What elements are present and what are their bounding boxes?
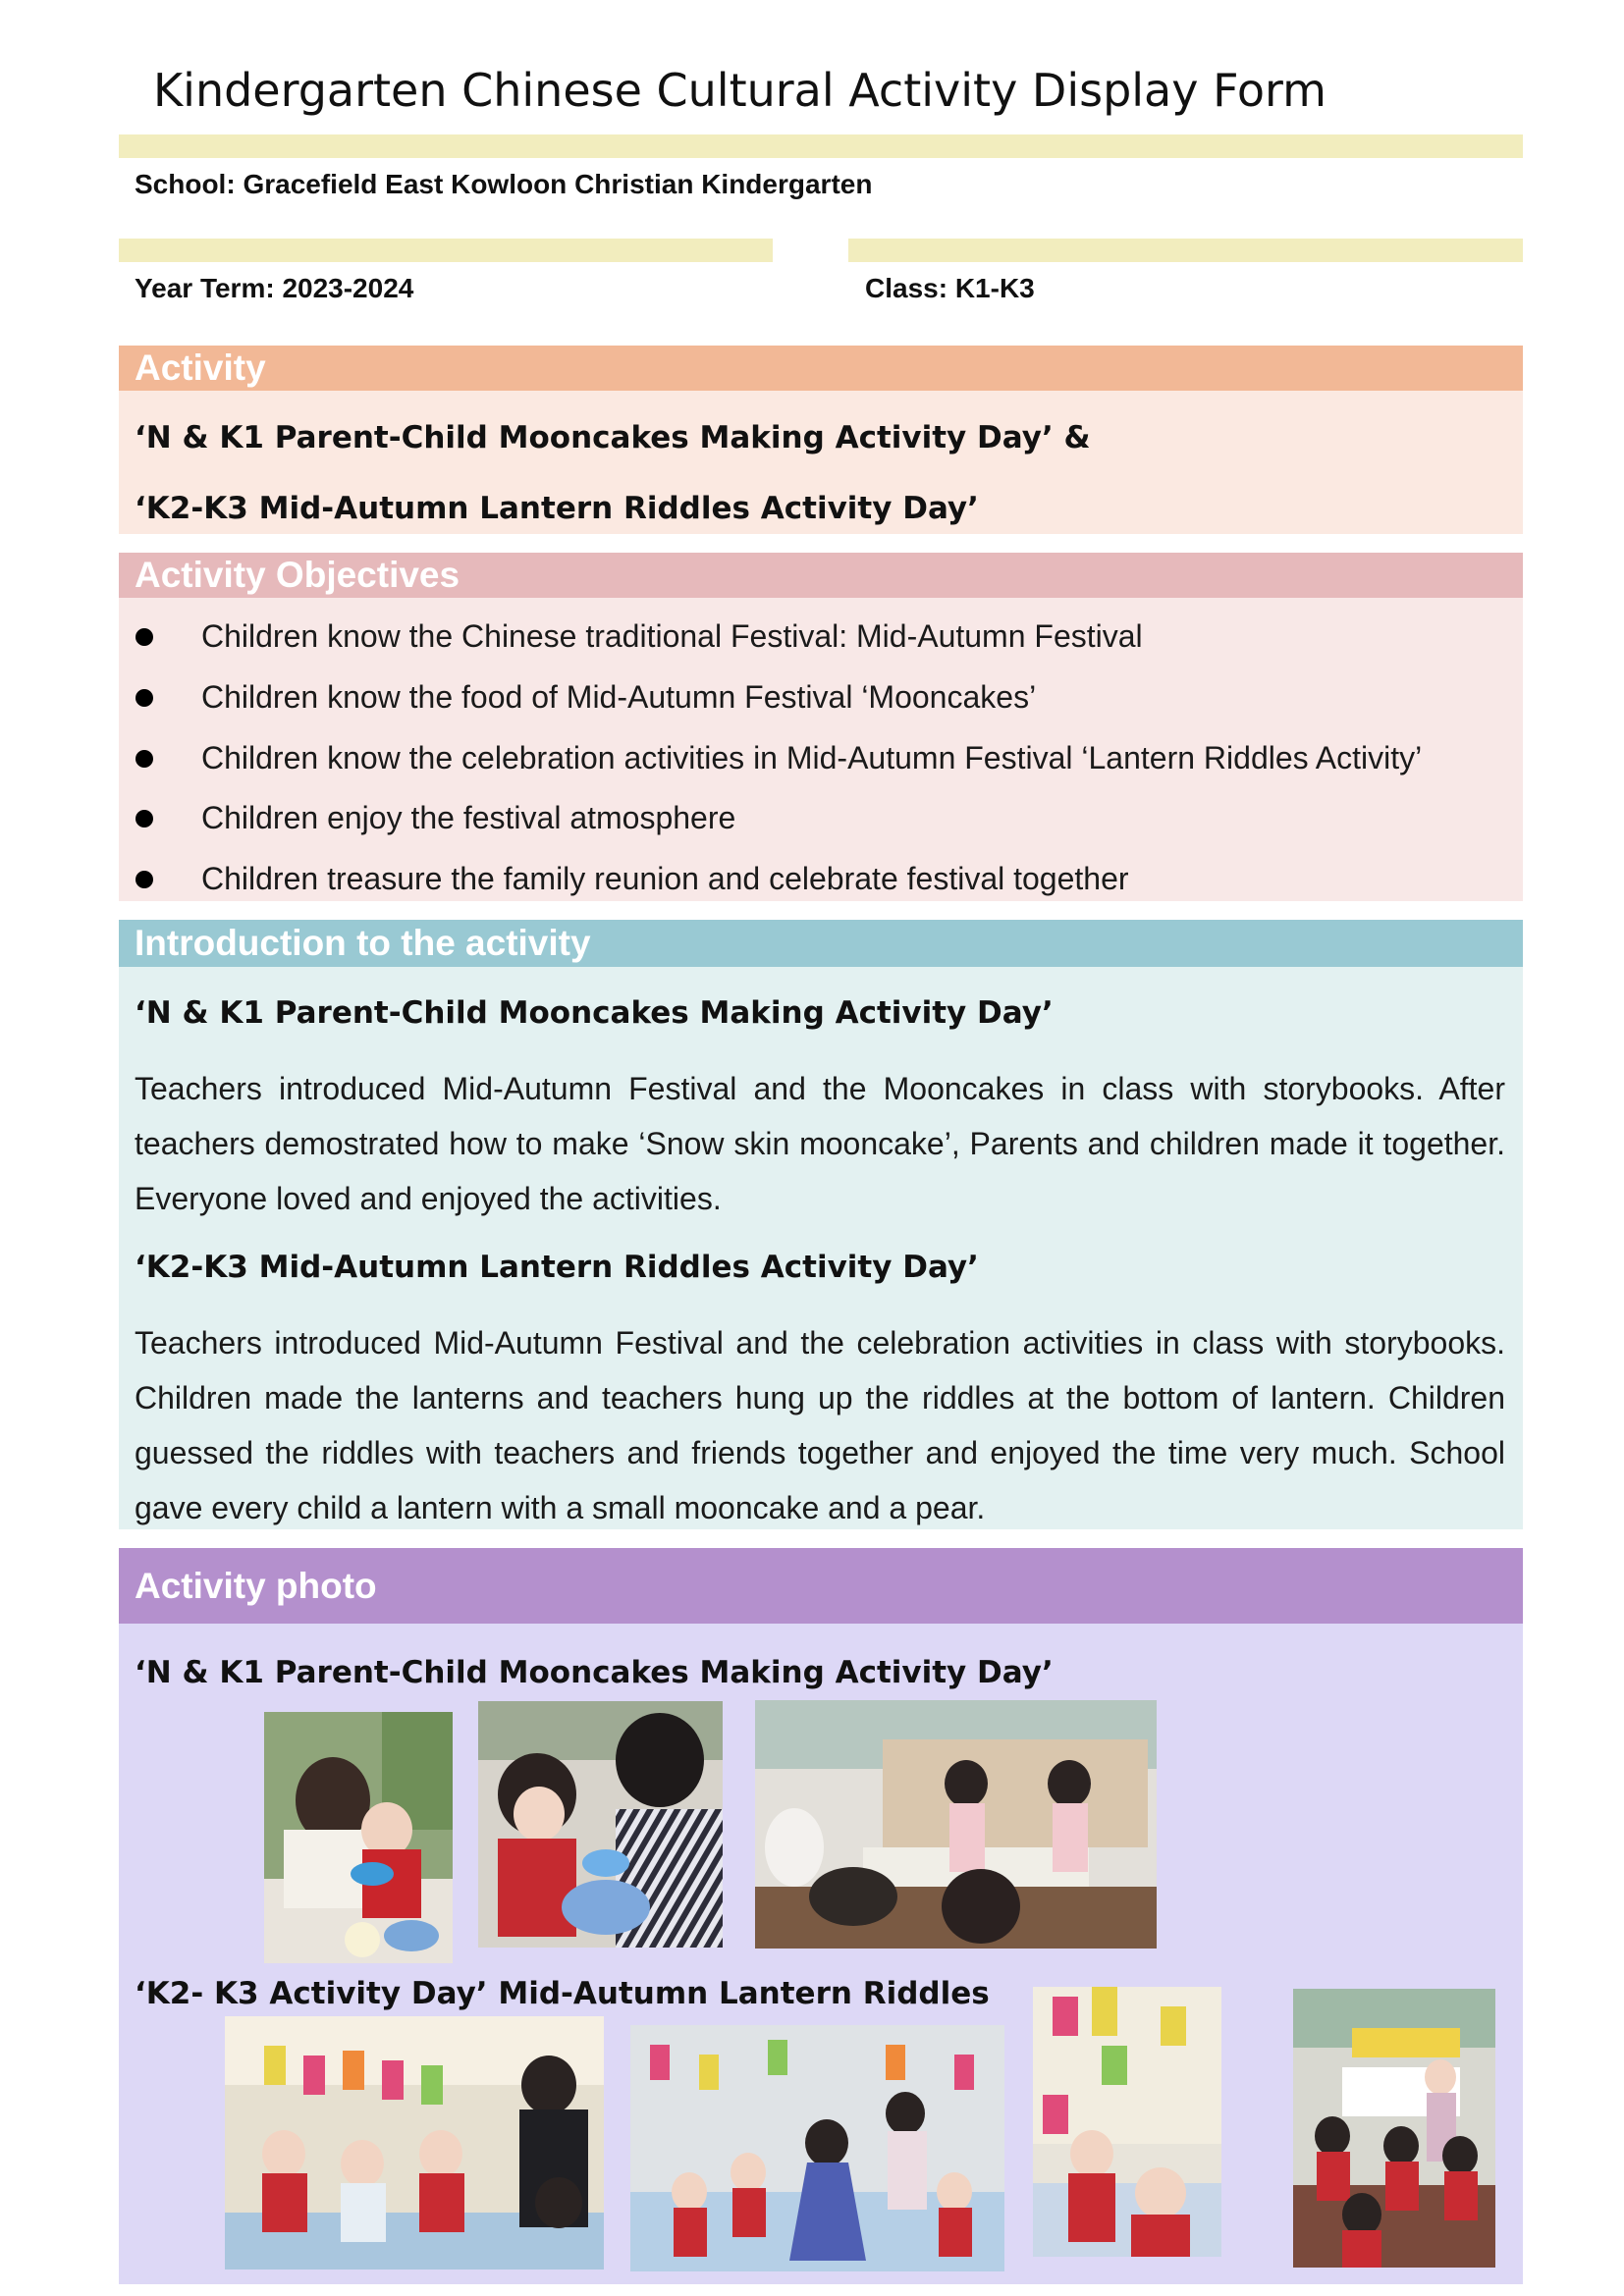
activity-header: Activity xyxy=(119,346,1523,391)
intro-part1-title: ‘N & K1 Parent-Child Mooncakes Making Activity Day’ xyxy=(135,995,1054,1031)
objective-text: Children know the Chinese traditional Festival: Mid-Autumn Festival xyxy=(201,618,1143,654)
intro-part2-text: Teachers introduced Mid-Autumn Festival and the celebration activities in class with storybooks. Children made the lanterns and teachers hung up the riddles at the bottom of lantern. Children guessed the riddles with teachers and friends together and enjoyed the time very much. School gave every child a lantern with a small mooncake and a pear. xyxy=(135,1325,1505,1525)
objective-item xyxy=(135,618,1143,655)
bullet-icon xyxy=(135,871,153,888)
bullet-icon xyxy=(135,628,153,646)
objective-text: Children know the celebration activities in Mid-Autumn Festival ‘Lantern Riddles Activity’ xyxy=(201,740,1423,775)
class-field-bar xyxy=(848,239,1523,262)
lantern-photo-2 xyxy=(630,2025,1004,2271)
school-field-bar xyxy=(119,134,1523,158)
objective-item xyxy=(135,679,1036,716)
lantern-photo-1 xyxy=(225,2016,604,2269)
activity-line-2: ‘K2-K3 Mid-Autumn Lantern Riddles Activity Day’ xyxy=(135,491,979,526)
objective-item xyxy=(135,861,1129,897)
objective-text: Children treasure the family reunion and celebrate festival together xyxy=(201,861,1129,896)
photo-header: Activity photo xyxy=(119,1548,1523,1624)
bullet-icon xyxy=(135,810,153,828)
class-level: Class: K1-K3 xyxy=(865,273,1035,303)
lantern-photo-3 xyxy=(1033,1987,1221,2257)
objective-text: Children enjoy the festival atmosphere xyxy=(201,800,736,835)
intro-part1-text: Teachers introduced Mid-Autumn Festival and the Mooncakes in class with storybooks. After teachers demostrated how to make ‘Snow skin mooncake’, Parents and children made it together. Everyone loved and enjoyed the activities. xyxy=(135,1071,1505,1216)
page-title: Kindergarten Chinese Cultural Activity Display Form xyxy=(153,64,1326,117)
mooncake-photo-3 xyxy=(755,1700,1157,1949)
mooncake-photo-2 xyxy=(478,1701,723,1948)
objectives-header: Activity Objectives xyxy=(119,553,1523,598)
photo-group1-title: ‘N & K1 Parent-Child Mooncakes Making Activity Day’ xyxy=(135,1655,1054,1690)
photo-group2-title: ‘K2- K3 Activity Day’ Mid-Autumn Lantern Riddles xyxy=(135,1976,990,2011)
bullet-icon xyxy=(135,689,153,707)
year-term-field-bar xyxy=(119,239,773,262)
objective-item xyxy=(135,740,1422,776)
mooncake-photo-1 xyxy=(264,1712,453,1963)
introduction-header: Introduction to the activity xyxy=(119,920,1523,967)
intro-part2-title: ‘K2-K3 Mid-Autumn Lantern Riddles Activity Day’ xyxy=(135,1250,979,1285)
bullet-icon xyxy=(135,750,153,768)
objective-item xyxy=(135,800,735,836)
school-name: School: Gracefield East Kowloon Christian Kindergarten xyxy=(135,169,873,199)
objective-text: Children know the food of Mid-Autumn Festival ‘Mooncakes’ xyxy=(201,679,1037,715)
lantern-photo-4 xyxy=(1293,1989,1495,2268)
year-term: Year Term: 2023-2024 xyxy=(135,273,414,303)
activity-line-1: ‘N & K1 Parent-Child Mooncakes Making Activity Day’ & xyxy=(135,420,1091,455)
